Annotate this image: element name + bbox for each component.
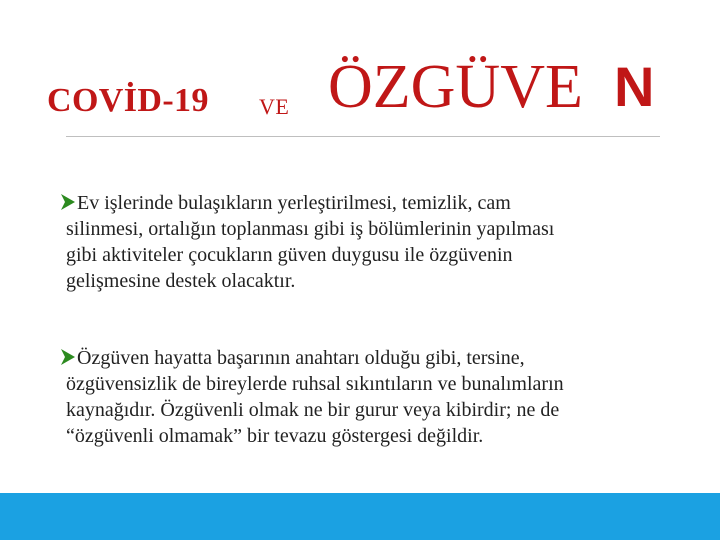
- bullet-item-2: [60, 345, 685, 449]
- bullet-2-line-1: [60, 345, 685, 371]
- title-covid-text: COVİD-19: [47, 82, 209, 119]
- bullet-item-1: [60, 190, 685, 294]
- slide-title: [47, 50, 667, 130]
- title-ozguve-text: ÖZGÜVE: [328, 53, 583, 121]
- arrow-bullet-icon: [60, 193, 76, 211]
- title-n-text: N: [614, 55, 655, 118]
- bullet-1-line-4: gelişmesine destek olacaktır.: [66, 270, 296, 292]
- bullet-1-line-2: silinmesi, ortalığın toplanması gibi iş bölümlerinin yapılması: [66, 218, 555, 240]
- bullet-1-line-1-text: Ev işlerinde bulaşıkların yerleştirilmesi, temizlik, cam: [77, 192, 511, 214]
- arrow-bullet-icon: [60, 348, 76, 366]
- bullet-1-line-1: [60, 190, 685, 216]
- title-ve-text: VE: [259, 94, 290, 119]
- bullet-2-line-2: özgüvensizlik de bireylerde ruhsal sıkıntıların ve bunalımların: [66, 373, 564, 395]
- bullet-2-line-3: kaynağıdır. Özgüvenli olmak ne bir gurur veya kibirdir; ne de: [66, 399, 560, 421]
- bottom-accent-bar: [0, 493, 720, 540]
- title-divider: [66, 136, 660, 137]
- bullet-1-line-3: gibi aktiviteler çocukların güven duygusu ile özgüvenin: [66, 244, 513, 266]
- bullet-2-line-4: “özgüvenli olmamak” bir tevazu göstergesi değildir.: [66, 425, 484, 447]
- bullet-2-line-1-text: Özgüven hayatta başarının anahtarı olduğu gibi, tersine,: [77, 347, 525, 369]
